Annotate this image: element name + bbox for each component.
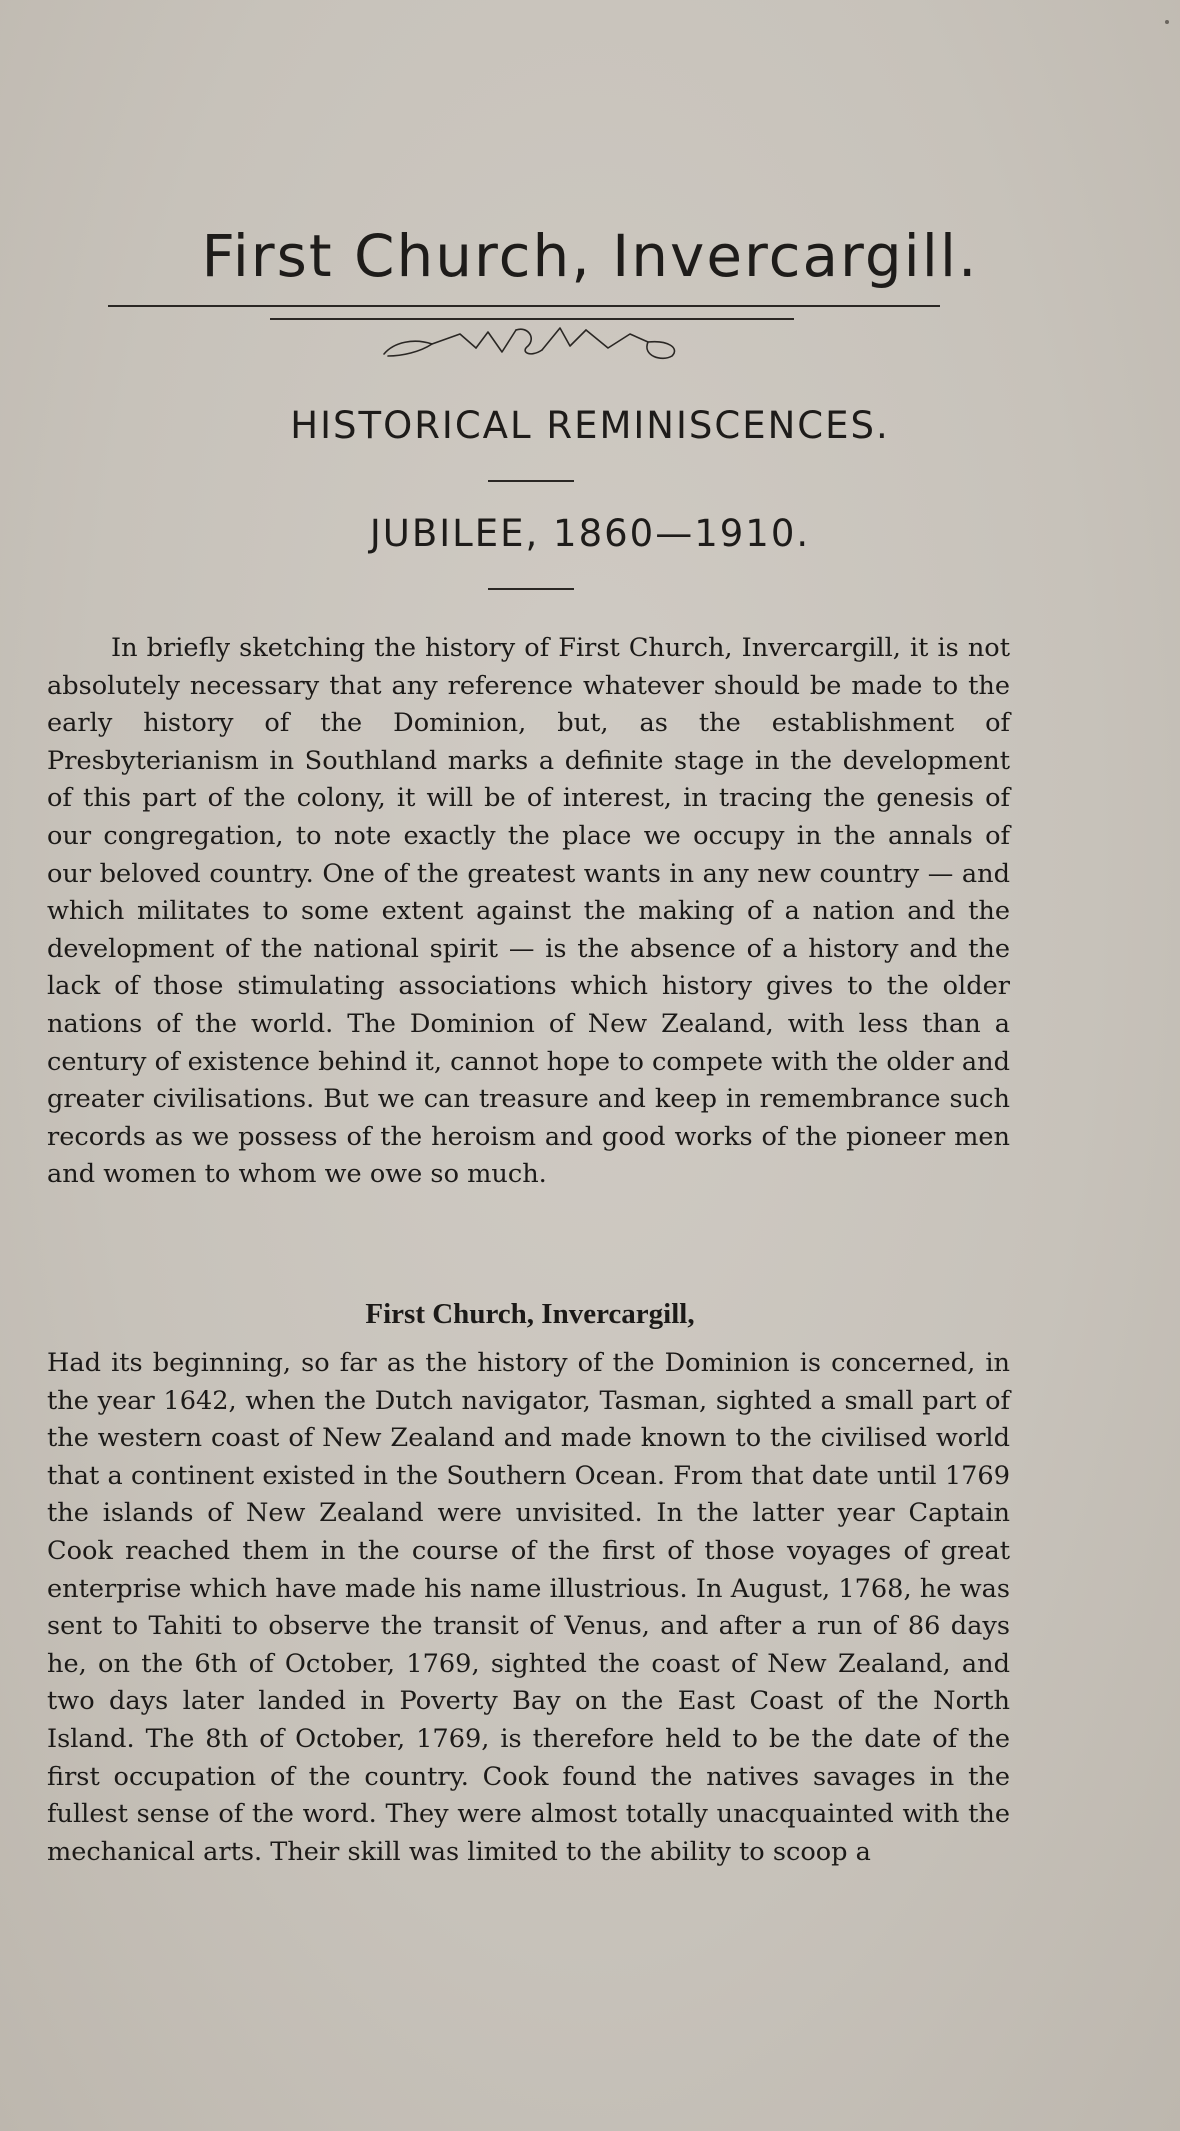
section-heading: First Church, Invercargill, — [365, 1298, 695, 1330]
divider-rule — [488, 588, 574, 590]
divider-rule — [488, 480, 574, 482]
paper-speck — [1165, 20, 1169, 24]
jubilee-heading: JUBILEE, 1860—1910. — [369, 512, 811, 555]
flourish-ornament-icon — [380, 322, 690, 366]
page-title: First Church, Invercargill. — [201, 222, 979, 290]
title-underline — [108, 305, 940, 307]
intro-paragraph: In briefly sketching the history of First Church, Invercargill, it is not absolutely necessary that any reference whatever should be made to the early history of the Dominion, but, as the establishment of Presbyterianism in Southland marks a definite stage in the development of this part of the colony, it will be of interest, in tracing the genesis of our congregation, to note exactly the place we occupy in the annals of our beloved country. One of the greatest wants in any new country — and which militates to some extent against the making of a nation and the development of the national spirit — is the absence of a history and the lack of those stimulating associations which history gives to the older nations of the world. The Dominion of New Zealand, with less than a century of existence behind it, cannot hope to compete with the older and greater civilisations. But we can treasure and keep in remembrance such records as we possess of the heroism and good works of the pioneer men and women to whom we owe so much. — [47, 633, 1010, 1190]
subtitle: HISTORICAL REMINISCENCES. — [290, 404, 890, 447]
history-paragraph: Had its beginning, so far as the history of the Dominion is concerned, in the year 1642, when the Dutch navigator, Tasman, sighted a small part of the western coast of New Zealand and made known to the civilised world that a continent existed in the Southern Ocean. From that date until 1769 the islands of New Zealand were unvisited. In the latter year Captain Cook reached them in the course of the first of those voyages of great enterprise which have made his name illustrious. In August, 1768, he was sent to Tahiti to observe the transit of Venus, and after a run of 86 days he, on the 6th of October, 1769, sighted the coast of New Zealand, and two days later landed in Poverty Bay on the East Coast of the North Island. The 8th of October, 1769, is therefore held to be the date of the first occupation of the country. Cook found the natives savages in the fullest sense of the word. They were almost totally unacquainted with the mechanical arts. Their skill was limited to the ability to scoop a — [47, 1348, 1010, 1867]
title-second-rule — [270, 318, 794, 320]
